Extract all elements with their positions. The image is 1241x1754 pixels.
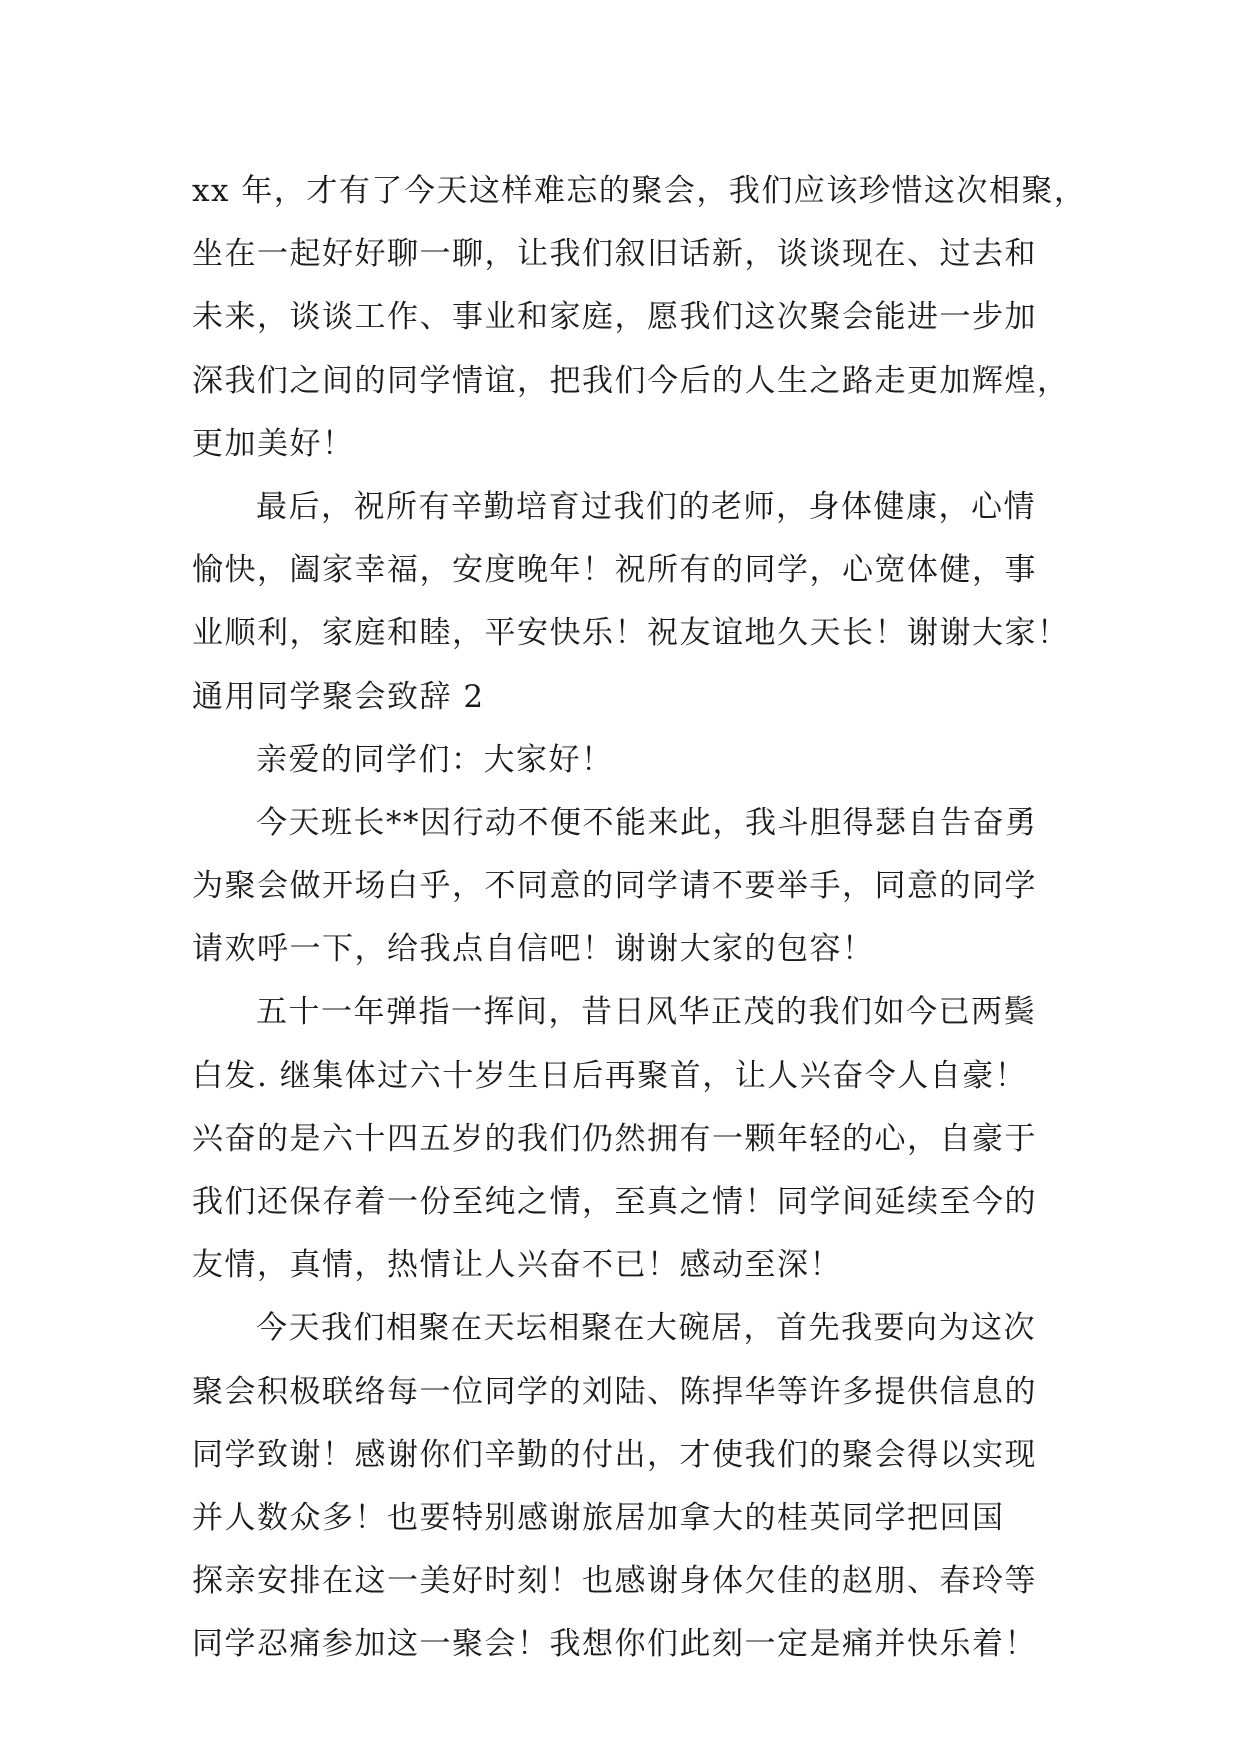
text-line: 白发. 继集体过六十岁生日后再聚首，让人兴奋令人自豪！ <box>192 1057 1028 1094</box>
text-line: 愉快，阖家幸福，安度晚年！祝所有的同学，心宽体健，事 <box>192 552 1037 589</box>
text-line: 并人数众多！也要特别感谢旅居加拿大的桂英同学把回国 <box>192 1499 1005 1536</box>
paragraph-4 <box>192 981 1072 1297</box>
text-line: 兴奋的是六十四五岁的我们仍然拥有一颗年轻的心，自豪于 <box>192 1120 1037 1157</box>
text-line: 未来，谈谈工作、事业和家庭，愿我们这次聚会能进一步加 <box>192 299 1037 336</box>
section-title: 通用同学聚会致辞 2 <box>192 678 485 715</box>
text-line: 今天我们相聚在天坛相聚在大碗居，首先我要向为这次 <box>256 1310 1036 1347</box>
document-body <box>192 160 1087 1677</box>
text-line: 友情，真情，热情让人兴奋不已！感动至深！ <box>192 1247 842 1284</box>
paragraph-5 <box>192 1297 1072 1676</box>
text-line: 聚会积极联络每一位同学的刘陆、陈捍华等许多提供信息的 <box>192 1373 1037 1410</box>
text-line: 同学致谢！感谢你们辛勤的付出，才使我们的聚会得以实现 <box>192 1436 1037 1473</box>
text-line: 今天班长**因行动不便不能来此，我斗胆得瑟自告奋勇 <box>256 804 1038 841</box>
paragraph-2 <box>192 476 1072 666</box>
paragraph-1 <box>192 160 1087 476</box>
paragraph-3 <box>192 792 1072 982</box>
text-line: 业顺利，家庭和睦，平安快乐！祝友谊地久天长！谢谢大家！ <box>192 615 1070 652</box>
text-line: 同学忍痛参加这一聚会！我想你们此刻一定是痛并快乐着！ <box>192 1626 1037 1663</box>
text-line: 更加美好！ <box>192 425 355 462</box>
text-line: 探亲安排在这一美好时刻！也感谢身体欠佳的赵朋、春玲等 <box>192 1563 1037 1600</box>
text-line: 最后，祝所有辛勤培育过我们的老师，身体健康，心情 <box>256 488 1036 525</box>
text-line: 为聚会做开场白乎，不同意的同学请不要举手，同意的同学 <box>192 868 1037 905</box>
text-line: 五十一年弹指一挥间，昔日风华正茂的我们如今已两鬓 <box>256 994 1036 1031</box>
greeting: 亲爱的同学们：大家好！ <box>256 741 614 778</box>
text-line: xx 年，才有了今天这样难忘的聚会，我们应该珍惜这次相聚， <box>192 173 1087 209</box>
text-line: 我们还保存着一份至纯之情，至真之情！同学间延续至今的 <box>192 1184 1037 1220</box>
text-line: 坐在一起好好聊一聊，让我们叙旧话新，谈谈现在、过去和 <box>192 236 1037 273</box>
text-line: 深我们之间的同学情谊，把我们今后的人生之路走更加辉煌， <box>192 362 1070 399</box>
text-line: 请欢呼一下，给我点自信吧！谢谢大家的包容！ <box>192 931 875 968</box>
